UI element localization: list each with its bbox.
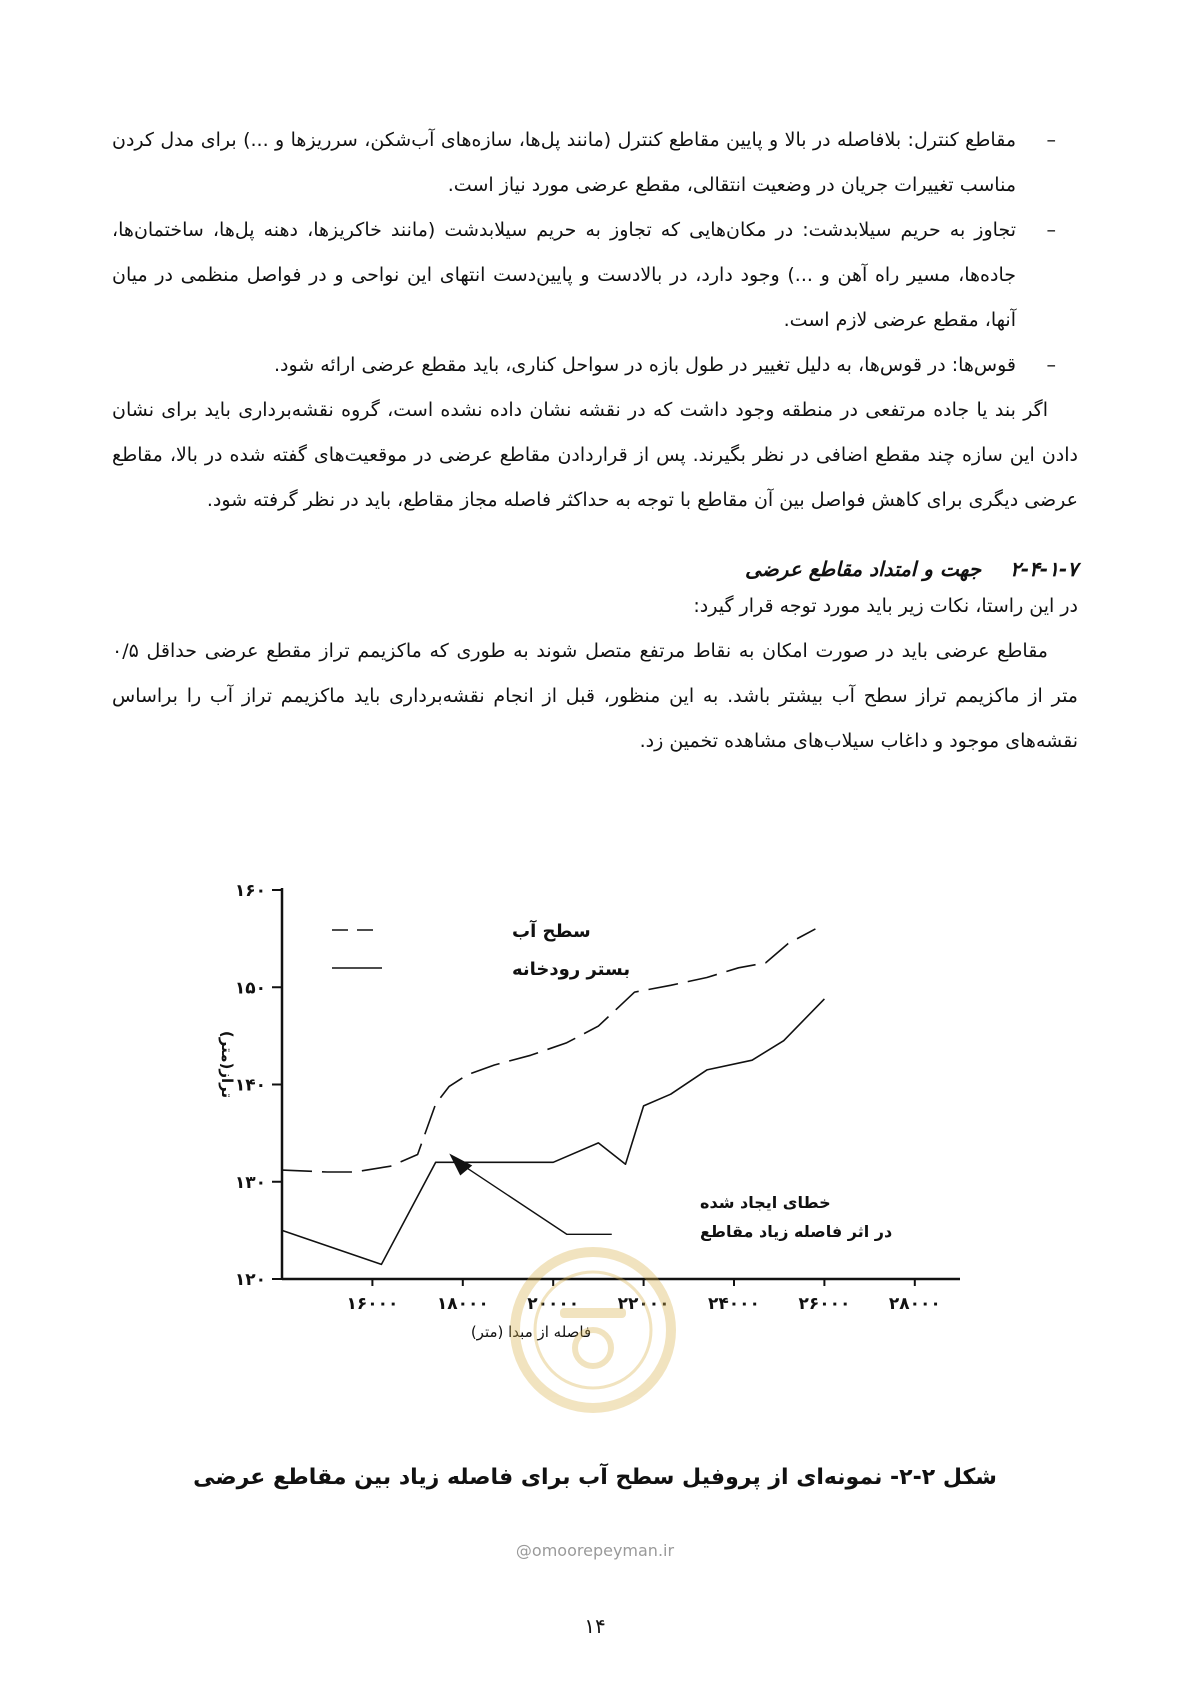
x-tick-label: ۲۲۰۰۰ — [617, 1294, 670, 1314]
y-tick-label: ۱۴۰ — [234, 1075, 266, 1096]
annotation-text-line2: در اثر فاصله زیاد مقاطع — [700, 1222, 893, 1241]
seal-band — [560, 1308, 626, 1318]
legend — [332, 919, 630, 980]
page-number: ۱۴ — [584, 1614, 606, 1638]
paragraph-max-level: مقاطع عرضی باید در صورت امکان به نقاط مرتفع متصل شوند به طوری که ماکزیمم تراز مقطع عرضی حداقل ۰/۵ متر از ماکزیمم تراز سطح آب بیشتر باشد. به این منظور، قبل از انجام نقشه‌برداری باید ماکزیمم تراز آب را براساس نقشه‌های موجود و داغاب سیلاب‌های مشاهده تخمین زد. — [112, 640, 1078, 752]
legend-label: سطح آب — [512, 921, 591, 942]
bullet-text: قوس‌ها: در قوس‌ها، به دلیل تغییر در طول بازه در سواحل کناری، باید مقطع عرضی ارائه شود. — [273, 354, 1016, 376]
section-heading — [745, 557, 1078, 581]
x-axis-label: فاصله از مبدا (متر) — [470, 1323, 592, 1341]
water-profile-figure — [200, 878, 990, 1458]
water-profile-chart — [200, 878, 990, 1458]
annotation-leader — [457, 1162, 612, 1235]
y-axis-label: تراز(متر) — [218, 1030, 236, 1099]
legend-label: بستر رودخانه — [512, 959, 631, 980]
x-tick-label: ۲۶۰۰۰ — [798, 1294, 851, 1314]
x-tick-label: ۲۴۰۰۰ — [708, 1294, 760, 1314]
x-tick-label: ۲۰۰۰۰ — [527, 1294, 580, 1314]
y-tick-label: ۱۶۰ — [234, 881, 266, 901]
y-tick-label: ۱۳۰ — [234, 1172, 266, 1193]
annotation-text-line1: خطای ایجاد شده — [700, 1193, 831, 1212]
paragraph-extra-sections: اگر بند یا جاده مرتفعی در منطقه وجود داشت که در نقشه نشان داده نشده است، گروه نقشه‌برداری باید برای نشان دادن این سازه چند مقطع اضافی در نظر بگیرند. پس از قراردادن مقاطع عرضی در موقعیت‌های گفته شده در بالا، مقاطع عرضی دیگری برای کاهش فواصل بین آن مقاطع با توجه به حداکثر فاصله مجاز مقاطع، باید در نظر گرفته شود. — [112, 399, 1078, 511]
annotation — [449, 1154, 892, 1241]
y-tick-label: ۱۲۰ — [234, 1270, 266, 1290]
bullet-list — [112, 118, 1078, 523]
x-tick-label: ۱۸۰۰۰ — [436, 1294, 489, 1314]
intro-line: در این راستا، نکات زیر باید مورد توجه قرار گیرد: — [693, 595, 1078, 617]
bullet-dash: – — [1046, 129, 1056, 151]
bullet-item-control-sections — [112, 118, 1078, 208]
bullet-text: مقاطع کنترل: بلافاصله در بالا و پایین مقاطع کنترل (مانند پل‌ها، سازه‌های آب‌شکن، سرریزها و ...) برای مدل کردن مناسب تغییرات جریان در وضعیت انتقالی، مقطع عرضی مورد نیاز است. — [112, 129, 1016, 196]
figure-caption: شکل ۲-۲- نمونه‌ای از پروفیل سطح آب برای فاصله زیاد بین مقاطع عرضی — [193, 1465, 997, 1490]
x-tick-label: ۱۶۰۰۰ — [346, 1294, 399, 1314]
seal-gear-icon — [575, 1330, 611, 1366]
y-tick-label: ۱۵۰ — [234, 978, 266, 999]
bullet-text: تجاوز به حریم سیلابدشت: در مکان‌هایی که تجاوز به حریم سیلابدشت (مانند خاکریزها، دهنه پل‌ها، ساختمان‌ها، جاده‌ها، مسیر راه آهن و ...) وجود دارد، در بالادست و پایین‌دست انتهای این نواحی و در فواصل منظمی در میان آنها، مقطع عرضی لازم است. — [112, 219, 1016, 331]
section-body — [112, 584, 1078, 764]
section-title: جهت و امتداد مقاطع عرضی — [745, 557, 982, 581]
annotation-arrowhead — [449, 1154, 472, 1176]
bullet-item-floodplain — [112, 208, 1078, 343]
y-ticks — [235, 881, 282, 1290]
bullet-dash: – — [1046, 354, 1056, 376]
watermark-url: @omoorepeyman.ir — [515, 1541, 675, 1560]
x-tick-label: ۲۸۰۰۰ — [888, 1294, 941, 1314]
bullet-dash: – — [1046, 219, 1056, 241]
x-ticks — [346, 1279, 940, 1314]
section-number: ۲-۴-۱-۷ — [1010, 557, 1078, 581]
bullet-item-bends — [112, 343, 1078, 388]
